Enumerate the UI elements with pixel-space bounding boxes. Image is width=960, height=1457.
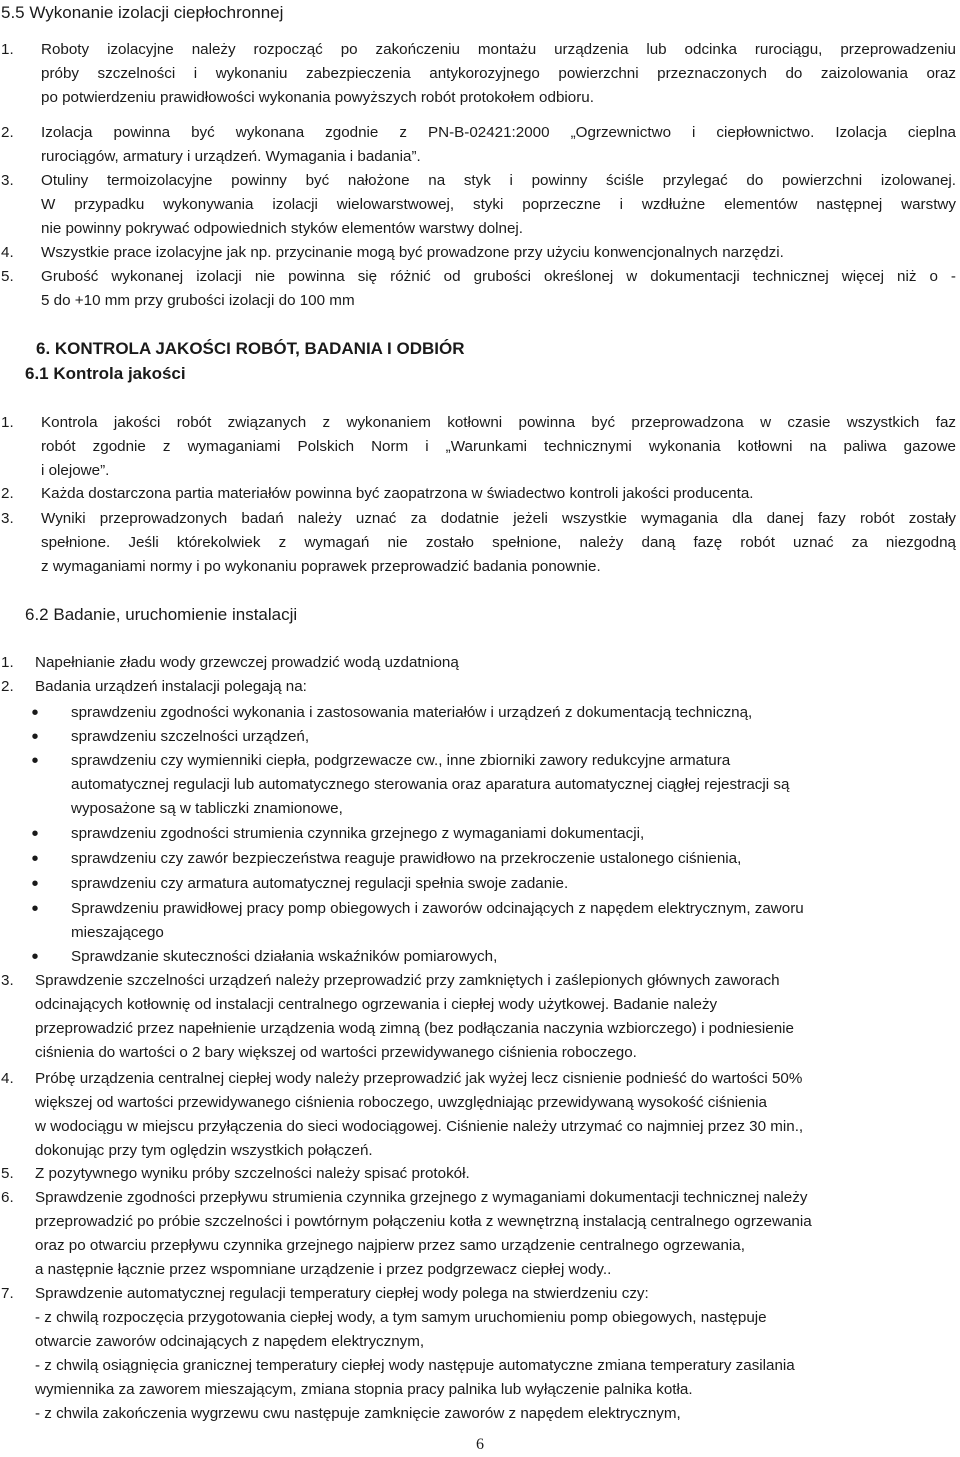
bullet-icon: •: [31, 726, 39, 748]
list-number: 5.: [1, 268, 14, 285]
list-item: Kontrola jakości robót związanych z wykonaniem kotłowni powinna być przeprowadzona w czasie wszystkich faz robót zgodnie z wymaganiami Polskich Norm i „Warunkami technicznymi wykonania kotłowni na paliwa gazowe i olejowe”.: [41, 414, 956, 479]
list-item: Wszystkie prace izolacyjne jak np. przycinanie mogą być prowadzone przy użyciu konwencjonalnych narzędzi.: [41, 244, 784, 261]
bullet-item: sprawdzeniu czy zawór bezpieczeństwa reaguje prawidłowo na przekroczenie ustalonego ciśnienia,: [71, 850, 742, 867]
bullet-icon: •: [31, 823, 39, 845]
page-number: 6: [476, 1436, 484, 1453]
bullet-icon: •: [31, 750, 39, 772]
section-heading-6-2: 6.2 Badanie, uruchomienie instalacji: [25, 605, 298, 624]
bullet-item: Sprawdzanie skuteczności działania wskaźników pomiarowych,: [71, 948, 498, 965]
list-item: Izolacja powinna być wykonana zgodnie z PN-B-02421:2000 „Ogrzewnictwo i ciepłownictwo. Izolacja cieplna rurociągów, armatury i urządzeń. Wymagania i badania”.: [41, 124, 956, 165]
bullet-item: sprawdzeniu czy armatura automatycznej regulacji spełnia swoje zadanie.: [71, 875, 569, 892]
list-item: Sprawdzenie szczelności urządzeń należy przeprowadzić przy zamkniętych i zaślepionych głównych zaworach odcinających kotłownię od instalacji centralnego ogrzewania i ciepłej wody użytkowej. Badanie należy przeprowadzić przez napełnienie urządzenia wodą zimną (bez podłączania naczynia wzbiorczego) i podniesienie ciśnienia do wartości o 2 bary większej od wartości przewidywanego ciśnienia roboczego.: [35, 972, 794, 1061]
bullet-icon: •: [31, 873, 39, 895]
list-number: 3.: [1, 972, 14, 989]
list-number: 4.: [1, 244, 14, 261]
list-number: 1.: [1, 654, 14, 671]
list-item: Grubość wykonanej izolacji nie powinna się różnić od grubości określonej w dokumentacji technicznej więcej niż o - 5 do +10 mm przy grubości izolacji do 100 mm: [41, 268, 956, 309]
bullet-item: sprawdzeniu zgodności strumienia czynnika grzejnego z wymaganiami dokumentacji,: [71, 825, 645, 842]
bullet-item: Sprawdzeniu prawidłowej pracy pomp obiegowych i zaworów odcinających z napędem elektrycznym, zaworu mieszającego: [71, 900, 804, 941]
list-number: 2.: [1, 485, 14, 502]
list-item: Roboty izolacyjne należy rozpocząć po zakończeniu montażu urządzenia lub odcinka rurociągu, przeprowadzeniu próby szczelności i wykonaniu zabezpieczenia antykorozyjnego powierzchni przeznaczonych do zaizolowania oraz po potwierdzeniu prawidłowości wykonania powyższych robót protokołem odbioru.: [41, 41, 956, 106]
list-item: Każda dostarczona partia materiałów powinna być zaopatrzona w świadectwo kontroli jakości producenta.: [41, 485, 754, 502]
list-item: Sprawdzenie zgodności przepływu strumienia czynnika grzejnego z wymaganiami dokumentacji technicznej należy przeprowadzić po próbie szczelności i powtórnym połączeniu kotła z wewnętrzną instalacją centralnego ogrzewania oraz po otwarciu przepływu czynnika grzejnego najpierw przez samo urządzenie centralnego ogrzewania, a następnie łącznie przez wspomniane urządzenie i przez podgrzewacz ciepłej wody..: [35, 1189, 812, 1278]
list-item: Otuliny termoizolacyjne powinny być nałożone na styk i powinny ściśle przylegać do powierzchni izolowanej. W przypadku wykonywania izolacji wielowarstwowej, styki poprzeczne i wzdłużne elementów następnej warstwy nie powinny pokrywać odpowiednich styków elementów warstwy dolnej.: [41, 172, 956, 237]
bullet-icon: •: [31, 898, 39, 920]
list-item: Napełnianie zładu wody grzewczej prowadzić wodą uzdatnioną: [35, 654, 459, 671]
list-number: 6.: [1, 1189, 14, 1206]
list-item: Wyniki przeprowadzonych badań należy uznać za dodatnie jeżeli wszystkie wymagania dla danej fazy robót zostały spełnione. Jeśli którekolwiek z wymagań nie zostało spełnione, należy daną fazę robót uznać za niezgodną z wymaganiami normy i po wykonaniu poprawek przeprowadzić badania ponownie.: [41, 510, 956, 575]
list-number: 3.: [1, 172, 14, 189]
section-heading-6: 6. KONTROLA JAKOŚCI ROBÓT, BADANIA I ODBIÓR: [36, 339, 465, 358]
list-item: Z pozytywnego wyniku próby szczelności należy spisać protokół.: [35, 1165, 470, 1182]
list-item: Próbę urządzenia centralnej ciepłej wody należy przeprowadzić jak wyżej lecz cisnienie podnieść do wartości 50% większej od wartości przewidywanego ciśnienia roboczego, uwzględniając przewidywaną wysokość ciśnienia w wodociągu w miejscu przyłączenia do sieci wodociągowej. Ciśnienie należy utrzymać co najmniej przez 30 min., dokonując przy tym oględzin wszystkich połączeń.: [35, 1070, 804, 1159]
section-heading-6-1: 6.1 Kontrola jakości: [25, 364, 186, 383]
bullet-item: sprawdzeniu zgodności wykonania i zastosowania materiałów i urządzeń z dokumentacją techniczną,: [71, 704, 753, 721]
bullet-item: sprawdzeniu czy wymienniki ciepła, podgrzewacze cw., inne zbiorniki zawory redukcyjne armatura automatycznej regulacji lub automatycznego sterowania oraz aparatura automatycznej ciągłej rejestracji są wyposażone są w tabliczki znamionowe,: [71, 752, 790, 817]
list-item: Badania urządzeń instalacji polegają na:: [35, 678, 307, 695]
bullet-icon: •: [31, 946, 39, 968]
list-number: 4.: [1, 1070, 14, 1087]
list-number: 3.: [1, 510, 14, 527]
bullet-item: sprawdzeniu szczelności urządzeń,: [71, 728, 310, 745]
list-number: 2.: [1, 678, 14, 695]
list-number: 1.: [1, 414, 14, 431]
list-number: 7.: [1, 1285, 14, 1302]
list-item: Sprawdzenie automatycznej regulacji temperatury ciepłej wody polega na stwierdzeniu czy: - z chwilą rozpoczęcia przygotowania ciepłej wody, a tym samym uruchomieniu pomp obiegowych, następuje otwarcie zaworów odcinających z napędem elektrycznym, - z chwilą osiągnięcia granicznej temperatury ciepłej wody następuje automatyczne zmiana temperatury zasilania wymiennika za zaworem mieszającym, zmiana stopnia pracy palnika lub wyłączenie palnika kotła. - z chwila zakończenia wygrzewu cwu następuje zamknięcie zaworów z napędem elektrycznym,: [35, 1285, 795, 1422]
bullet-icon: •: [31, 702, 39, 724]
list-number: 5.: [1, 1165, 14, 1182]
list-number: 1.: [1, 41, 14, 58]
bullet-icon: •: [31, 848, 39, 870]
list-number: 2.: [1, 124, 14, 141]
section-heading-5-5: 5.5 Wykonanie izolacji ciepłochronnej: [1, 3, 284, 22]
